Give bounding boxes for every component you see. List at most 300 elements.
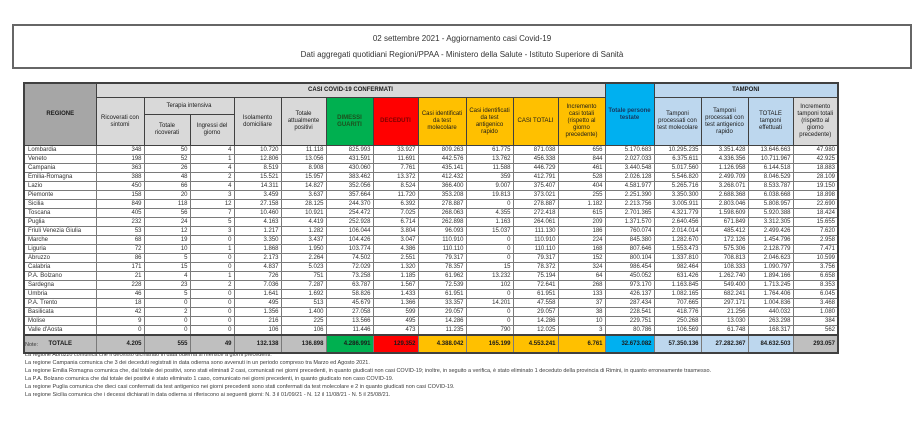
value-cell: 8.908 bbox=[281, 164, 326, 173]
value-cell: 4.388.042 bbox=[418, 335, 466, 353]
value-cell: 11.446 bbox=[326, 326, 373, 336]
value-cell: 4.837 bbox=[234, 263, 281, 272]
value-cell: 47.558 bbox=[513, 299, 558, 308]
col-header-incremento-casi: Incremento casi totali (rispetto al giorno precedente) bbox=[558, 98, 605, 146]
value-cell: 18.424 bbox=[793, 209, 838, 218]
value-cell: 2.499.709 bbox=[701, 173, 748, 182]
table-row bbox=[24, 173, 838, 182]
value-cell: 2 bbox=[144, 308, 190, 317]
value-cell: 158 bbox=[96, 191, 144, 200]
value-cell: 1.163 bbox=[466, 218, 513, 227]
value-cell: 11.235 bbox=[418, 326, 466, 336]
region-name: Sicilia bbox=[24, 200, 96, 209]
value-cell: 80.786 bbox=[605, 326, 654, 336]
value-cell: 8.519 bbox=[234, 164, 281, 173]
value-cell: 440.032 bbox=[748, 308, 793, 317]
value-cell: 27.158 bbox=[234, 200, 281, 209]
value-cell: 73.258 bbox=[326, 272, 373, 281]
notes-section bbox=[25, 341, 895, 399]
value-cell: 2.026.128 bbox=[605, 173, 654, 182]
value-cell: 171 bbox=[96, 263, 144, 272]
value-cell: 1.320 bbox=[373, 263, 418, 272]
value-cell: 2.173 bbox=[234, 254, 281, 263]
value-cell: 27.282.367 bbox=[701, 335, 748, 353]
bulletin-title: 02 settembre 2021 - Aggiornamento casi Covid-19 bbox=[372, 33, 552, 43]
value-cell: 2.551 bbox=[373, 254, 418, 263]
value-cell: 224 bbox=[558, 236, 605, 245]
note-line: La regione Abruzzo comunica che il decesso dichiarato in data odierna si riferisce a giorni precedenti. bbox=[25, 352, 272, 358]
value-cell: 2.701.365 bbox=[605, 209, 654, 218]
value-cell: 10.460 bbox=[234, 209, 281, 218]
value-cell: 74.502 bbox=[326, 254, 373, 263]
value-cell: 656 bbox=[558, 146, 605, 155]
value-cell: 14.286 bbox=[418, 317, 466, 326]
value-cell: 14.201 bbox=[466, 299, 513, 308]
table-row bbox=[24, 245, 838, 254]
value-cell: 1.713.245 bbox=[748, 281, 793, 290]
value-cell: 359 bbox=[466, 173, 513, 182]
table-row bbox=[24, 326, 838, 336]
value-cell: 442.576 bbox=[418, 155, 466, 164]
value-cell: 2.688.368 bbox=[701, 191, 748, 200]
value-cell: 29.057 bbox=[513, 308, 558, 317]
value-cell: 106.569 bbox=[654, 326, 701, 336]
value-cell: 48 bbox=[144, 173, 190, 182]
value-cell: 4.386 bbox=[373, 245, 418, 254]
col-header-ricoverati: Ricoverati con sintomi bbox=[96, 98, 144, 146]
value-cell: 7.620 bbox=[793, 227, 838, 236]
region-name: Sardegna bbox=[24, 281, 96, 290]
region-name: Abruzzo bbox=[24, 254, 96, 263]
value-cell: 555 bbox=[144, 335, 190, 353]
value-cell: 384 bbox=[793, 317, 838, 326]
value-cell: 47.980 bbox=[793, 146, 838, 155]
value-cell: 1.553.473 bbox=[654, 245, 701, 254]
value-cell: 0 bbox=[190, 326, 234, 336]
value-cell: 96.093 bbox=[418, 227, 466, 236]
value-cell: 986.454 bbox=[605, 263, 654, 272]
value-cell: 366.400 bbox=[418, 182, 466, 191]
value-cell: 13.646.663 bbox=[748, 146, 793, 155]
value-cell: 418.776 bbox=[654, 308, 701, 317]
table-row bbox=[24, 236, 838, 245]
value-cell: 2 bbox=[190, 173, 234, 182]
value-cell: 61.951 bbox=[418, 290, 466, 299]
value-cell: 168.317 bbox=[748, 326, 793, 336]
table-row bbox=[24, 254, 838, 263]
value-cell: 27.058 bbox=[326, 308, 373, 317]
value-cell: 26 bbox=[144, 164, 190, 173]
value-cell: 264.061 bbox=[513, 218, 558, 227]
value-cell: 404 bbox=[558, 182, 605, 191]
value-cell: 973.170 bbox=[605, 281, 654, 290]
value-cell: 0 bbox=[466, 290, 513, 299]
value-cell: 6.761 bbox=[558, 335, 605, 353]
value-cell: 575.306 bbox=[701, 245, 748, 254]
value-cell: 1.163.845 bbox=[654, 281, 701, 290]
value-cell: 7.471 bbox=[793, 245, 838, 254]
value-cell: 3.268.071 bbox=[701, 182, 748, 191]
value-cell: 6.658 bbox=[793, 272, 838, 281]
value-cell: 528 bbox=[558, 173, 605, 182]
value-cell: 807.646 bbox=[605, 245, 654, 254]
value-cell: 106 bbox=[234, 326, 281, 336]
col-header-terapia-intensiva: Terapia intensiva bbox=[144, 98, 234, 115]
value-cell: 1.433 bbox=[373, 290, 418, 299]
value-cell: 57.350.136 bbox=[654, 335, 701, 353]
value-cell: 28.109 bbox=[793, 173, 838, 182]
value-cell: 272.418 bbox=[513, 209, 558, 218]
value-cell: 1.356 bbox=[234, 308, 281, 317]
region-name: Emilia-Romagna bbox=[24, 173, 96, 182]
value-cell: 3.637 bbox=[281, 191, 326, 200]
col-header-tamponi-antigenico: Tamponi processati con test antigenico rapido bbox=[701, 98, 748, 146]
region-name: Valle d'Aosta bbox=[24, 326, 96, 336]
value-cell: 405 bbox=[96, 209, 144, 218]
value-cell: 68 bbox=[96, 236, 144, 245]
note-line: La regione Emilia Romagna comunica che, dal totale dei positivi, sono stati eliminati 2 casi, comunicati nei giorni precedenti, in quanto giudicati non casi COVID-19; inoltre, in seguito a verifica, è stato eliminato 1 deceduto della provincia di Rimini, in quanto erroneamente trasmesso. bbox=[25, 368, 712, 374]
value-cell: 982.464 bbox=[654, 263, 701, 272]
notes-title: Note: bbox=[25, 342, 39, 348]
value-cell: 2 bbox=[190, 281, 234, 290]
value-cell: 1.400 bbox=[281, 308, 326, 317]
value-cell: 5.023 bbox=[281, 263, 326, 272]
table-row bbox=[24, 227, 838, 236]
value-cell: 5.265.716 bbox=[654, 182, 701, 191]
value-cell: 352.056 bbox=[326, 182, 373, 191]
value-cell: 495 bbox=[373, 317, 418, 326]
value-cell: 1.262.740 bbox=[701, 272, 748, 281]
value-cell: 1.126.958 bbox=[701, 164, 748, 173]
table-row bbox=[24, 317, 838, 326]
value-cell: 255 bbox=[558, 191, 605, 200]
value-cell: 4.163 bbox=[234, 218, 281, 227]
value-cell: 1.950 bbox=[281, 245, 326, 254]
value-cell: 72.539 bbox=[418, 281, 466, 290]
value-cell: 102 bbox=[466, 281, 513, 290]
value-cell: 110.110 bbox=[513, 245, 558, 254]
value-cell: 0 bbox=[466, 245, 513, 254]
value-cell: 78.372 bbox=[513, 263, 558, 272]
value-cell: 388 bbox=[96, 173, 144, 182]
value-cell: 75.194 bbox=[513, 272, 558, 281]
note-line: La regione Puglia comunica che dieci casi confermati da test antigenico nei giorni precedenti sono stati confermati da test molecolare e 2 in quanto giudicati non casi COVID-19. bbox=[25, 384, 455, 390]
value-cell: 268 bbox=[558, 281, 605, 290]
table-row bbox=[24, 281, 838, 290]
value-cell: 13.030 bbox=[701, 317, 748, 326]
value-cell: 106.044 bbox=[326, 227, 373, 236]
value-cell: 844 bbox=[558, 155, 605, 164]
value-cell: 0 bbox=[190, 263, 234, 272]
value-cell: 1.641 bbox=[234, 290, 281, 299]
value-cell: 254.472 bbox=[326, 209, 373, 218]
value-cell: 216 bbox=[234, 317, 281, 326]
table-row bbox=[24, 146, 838, 155]
value-cell: 132.138 bbox=[234, 335, 281, 353]
value-cell: 7.025 bbox=[373, 209, 418, 218]
value-cell: 1.764.406 bbox=[748, 290, 793, 299]
note-line: La regione Campania comunica che 3 dei deceduti registrati in data odierna sono avvenuti in un periodo compreso tra Marzo ed Agosto 2021. bbox=[25, 360, 370, 366]
value-cell: 111.130 bbox=[513, 227, 558, 236]
value-cell: 456.338 bbox=[513, 155, 558, 164]
table-row bbox=[24, 209, 838, 218]
value-cell: 28.125 bbox=[281, 200, 326, 209]
value-cell: 106 bbox=[281, 326, 326, 336]
value-cell: 0 bbox=[466, 254, 513, 263]
value-cell: 6.714 bbox=[373, 218, 418, 227]
title-box bbox=[12, 24, 912, 69]
region-name: Piemonte bbox=[24, 191, 96, 200]
value-cell: 3.047 bbox=[373, 236, 418, 245]
value-cell: 599 bbox=[373, 308, 418, 317]
value-cell: 3.756 bbox=[793, 263, 838, 272]
value-cell: 707.665 bbox=[654, 299, 701, 308]
value-cell: 12.806 bbox=[234, 155, 281, 164]
value-cell: 24 bbox=[144, 218, 190, 227]
value-cell: 383.462 bbox=[326, 173, 373, 182]
value-cell: 6.392 bbox=[373, 200, 418, 209]
value-cell: 1.282.670 bbox=[654, 236, 701, 245]
table-row bbox=[24, 155, 838, 164]
note-line: La regione Sicilia comunica che i decessi dichiarati in data odierna si riferiscono ai seguenti giorni: N. 3 il 01/09/21 - N. 12 il 11/08/21 - N. 5 il 25/08/21. bbox=[25, 392, 391, 398]
value-cell: 14.827 bbox=[281, 182, 326, 191]
value-cell: 1.567 bbox=[373, 281, 418, 290]
value-cell: 3.312.305 bbox=[748, 218, 793, 227]
value-cell: 53 bbox=[96, 227, 144, 236]
col-header-isolamento: Isolamento domiciliare bbox=[234, 98, 281, 146]
value-cell: 15.037 bbox=[466, 227, 513, 236]
region-name: Puglia bbox=[24, 218, 96, 227]
value-cell: 446.729 bbox=[513, 164, 558, 173]
value-cell: 3.804 bbox=[373, 227, 418, 236]
value-cell: 871.038 bbox=[513, 146, 558, 155]
value-cell: 52 bbox=[144, 155, 190, 164]
value-cell: 11.588 bbox=[466, 164, 513, 173]
value-cell: 3.440.548 bbox=[605, 164, 654, 173]
value-cell: 1.366 bbox=[373, 299, 418, 308]
value-cell: 1.692 bbox=[281, 290, 326, 299]
value-cell: 19 bbox=[144, 236, 190, 245]
value-cell: 66 bbox=[144, 182, 190, 191]
value-cell: 2.213.756 bbox=[605, 200, 654, 209]
value-cell: 513 bbox=[281, 299, 326, 308]
value-cell: 4 bbox=[190, 164, 234, 173]
value-cell: 18.898 bbox=[793, 191, 838, 200]
value-cell: 4.553.241 bbox=[513, 335, 558, 353]
value-cell: 108.333 bbox=[701, 263, 748, 272]
value-cell: 8.046.529 bbox=[748, 173, 793, 182]
region-name: Lombardia bbox=[24, 146, 96, 155]
value-cell: 0 bbox=[466, 200, 513, 209]
value-cell: 726 bbox=[234, 272, 281, 281]
value-cell: 1 bbox=[190, 155, 234, 164]
value-cell: 1 bbox=[190, 272, 234, 281]
value-cell: 79.317 bbox=[418, 254, 466, 263]
region-name: Lazio bbox=[24, 182, 96, 191]
value-cell: 4.205 bbox=[96, 335, 144, 353]
value-cell: 7.036 bbox=[234, 281, 281, 290]
value-cell: 2.264 bbox=[281, 254, 326, 263]
value-cell: 4.321.779 bbox=[654, 209, 701, 218]
value-cell: 33.927 bbox=[373, 146, 418, 155]
value-cell: 324 bbox=[558, 263, 605, 272]
value-cell: 1.185 bbox=[373, 272, 418, 281]
value-cell: 790 bbox=[466, 326, 513, 336]
value-cell: 2.128.779 bbox=[748, 245, 793, 254]
value-cell: 6.144.518 bbox=[748, 164, 793, 173]
value-cell: 4 bbox=[190, 146, 234, 155]
value-cell: 3.005.911 bbox=[654, 200, 701, 209]
value-cell: 209 bbox=[558, 218, 605, 227]
note-line: La P.A. Bolzano comunica che dal totale dei positivi è stato eliminato 1 caso, comunicato nei giorni precedenti, in quanto giudicato non caso COVID-19. bbox=[25, 376, 394, 382]
value-cell: 61.748 bbox=[701, 326, 748, 336]
value-cell: 11.118 bbox=[281, 146, 326, 155]
region-name: Liguria bbox=[24, 245, 96, 254]
value-cell: 13.762 bbox=[466, 155, 513, 164]
value-cell: 1.217 bbox=[234, 227, 281, 236]
value-cell: 1 bbox=[190, 245, 234, 254]
value-cell: 61.951 bbox=[513, 290, 558, 299]
value-cell: 549.400 bbox=[701, 281, 748, 290]
value-cell: 3 bbox=[190, 191, 234, 200]
value-cell: 110.110 bbox=[418, 245, 466, 254]
region-name: Campania bbox=[24, 164, 96, 173]
region-name: Veneto bbox=[24, 155, 96, 164]
bulletin-subtitle: Dati aggregati quotidiani Regioni/PPAA - Ministero della Salute - Istituto Superiore di Sanità bbox=[300, 50, 624, 60]
value-cell: 129.352 bbox=[373, 335, 418, 353]
value-cell: 0 bbox=[144, 299, 190, 308]
value-cell: 0 bbox=[190, 299, 234, 308]
value-cell: 228.541 bbox=[605, 308, 654, 317]
value-cell: 23 bbox=[144, 281, 190, 290]
value-cell: 0 bbox=[144, 326, 190, 336]
table-row bbox=[24, 308, 838, 317]
value-cell: 5.170.683 bbox=[605, 146, 654, 155]
value-cell: 110.910 bbox=[418, 236, 466, 245]
value-cell: 461 bbox=[558, 164, 605, 173]
value-cell: 2.640.456 bbox=[654, 218, 701, 227]
value-cell: 1.894.166 bbox=[748, 272, 793, 281]
value-cell: 22.690 bbox=[793, 200, 838, 209]
value-cell: 29.057 bbox=[418, 308, 466, 317]
value-cell: 450.052 bbox=[605, 272, 654, 281]
value-cell: 10 bbox=[558, 317, 605, 326]
value-cell: 12.025 bbox=[513, 326, 558, 336]
region-name: Basilicata bbox=[24, 308, 96, 317]
value-cell: 3 bbox=[190, 227, 234, 236]
col-header-incremento-tamponi: Incremento tamponi totali (rispetto al giorno precedente) bbox=[793, 98, 838, 146]
value-cell: 229.751 bbox=[605, 317, 654, 326]
value-cell: 86 bbox=[96, 254, 144, 263]
value-cell: 353.208 bbox=[418, 191, 466, 200]
table-row bbox=[24, 182, 838, 191]
region-name: P.A. Bolzano bbox=[24, 272, 96, 281]
value-cell: 262.898 bbox=[418, 218, 466, 227]
col-header-positivi: Totale attualmente positivi bbox=[281, 98, 326, 146]
value-cell: 14.286 bbox=[513, 317, 558, 326]
value-cell: 84.632.503 bbox=[748, 335, 793, 353]
value-cell: 0 bbox=[466, 317, 513, 326]
value-cell: 20 bbox=[144, 191, 190, 200]
value-cell: 430.060 bbox=[326, 164, 373, 173]
value-cell: 1.090.797 bbox=[748, 263, 793, 272]
value-cell: 760.074 bbox=[605, 227, 654, 236]
table-row bbox=[24, 218, 838, 227]
value-cell: 1.868 bbox=[234, 245, 281, 254]
table-row bbox=[24, 263, 838, 272]
value-cell: 297.171 bbox=[701, 299, 748, 308]
value-cell: 172.126 bbox=[701, 236, 748, 245]
value-cell: 10.295.235 bbox=[654, 146, 701, 155]
table-row bbox=[24, 290, 838, 299]
value-cell: 1.080 bbox=[793, 308, 838, 317]
value-cell: 708.813 bbox=[701, 254, 748, 263]
col-header-persone-testate: Totale persone testate bbox=[605, 83, 654, 146]
value-cell: 3.350 bbox=[234, 236, 281, 245]
value-cell: 435.141 bbox=[418, 164, 466, 173]
value-cell: 72.029 bbox=[326, 263, 373, 272]
value-cell: 228 bbox=[96, 281, 144, 290]
value-cell: 3.468 bbox=[793, 299, 838, 308]
value-cell: 431.591 bbox=[326, 155, 373, 164]
value-cell: 49 bbox=[190, 335, 234, 353]
value-cell: 9.007 bbox=[466, 182, 513, 191]
value-cell: 3.459 bbox=[234, 191, 281, 200]
value-cell: 849 bbox=[96, 200, 144, 209]
value-cell: 10.599 bbox=[793, 254, 838, 263]
value-cell: 682.241 bbox=[701, 290, 748, 299]
col-header-casi-molecolare: Casi identificati da test molecolare bbox=[418, 98, 466, 146]
value-cell: 5.546.820 bbox=[654, 173, 701, 182]
value-cell: 4.419 bbox=[281, 218, 326, 227]
col-header-ti-ingressi: Ingressi del giorno bbox=[190, 115, 234, 146]
value-cell: 671.849 bbox=[701, 218, 748, 227]
value-cell: 61.962 bbox=[418, 272, 466, 281]
value-cell: 348 bbox=[96, 146, 144, 155]
value-cell: 1.337.810 bbox=[654, 254, 701, 263]
value-cell: 0 bbox=[466, 236, 513, 245]
value-cell: 8.524 bbox=[373, 182, 418, 191]
value-cell: 2.958 bbox=[793, 236, 838, 245]
value-cell: 15.521 bbox=[234, 173, 281, 182]
value-cell: 21 bbox=[96, 272, 144, 281]
value-cell: 293.057 bbox=[793, 335, 838, 353]
value-cell: 244.370 bbox=[326, 200, 373, 209]
region-name: Marche bbox=[24, 236, 96, 245]
col-header-deceduti: DECEDUTI bbox=[373, 98, 418, 146]
value-cell: 10.720 bbox=[234, 146, 281, 155]
value-cell: 18.883 bbox=[793, 164, 838, 173]
value-cell: 7 bbox=[190, 209, 234, 218]
value-cell: 495 bbox=[234, 299, 281, 308]
value-cell: 58.826 bbox=[326, 290, 373, 299]
value-cell: 6.375.611 bbox=[654, 155, 701, 164]
band-tamponi: TAMPONI bbox=[654, 83, 838, 98]
value-cell: 104.426 bbox=[326, 236, 373, 245]
table-row bbox=[24, 200, 838, 209]
value-cell: 2.803.046 bbox=[701, 200, 748, 209]
value-cell: 3.351.428 bbox=[701, 146, 748, 155]
value-cell: 232 bbox=[96, 218, 144, 227]
value-cell: 1.371.570 bbox=[605, 218, 654, 227]
value-cell: 15.957 bbox=[281, 173, 326, 182]
value-cell: 2.014.014 bbox=[654, 227, 701, 236]
value-cell: 7.761 bbox=[373, 164, 418, 173]
value-cell: 0 bbox=[144, 317, 190, 326]
value-cell: 800.104 bbox=[605, 254, 654, 263]
value-cell: 0 bbox=[96, 326, 144, 336]
value-cell: 357.664 bbox=[326, 191, 373, 200]
